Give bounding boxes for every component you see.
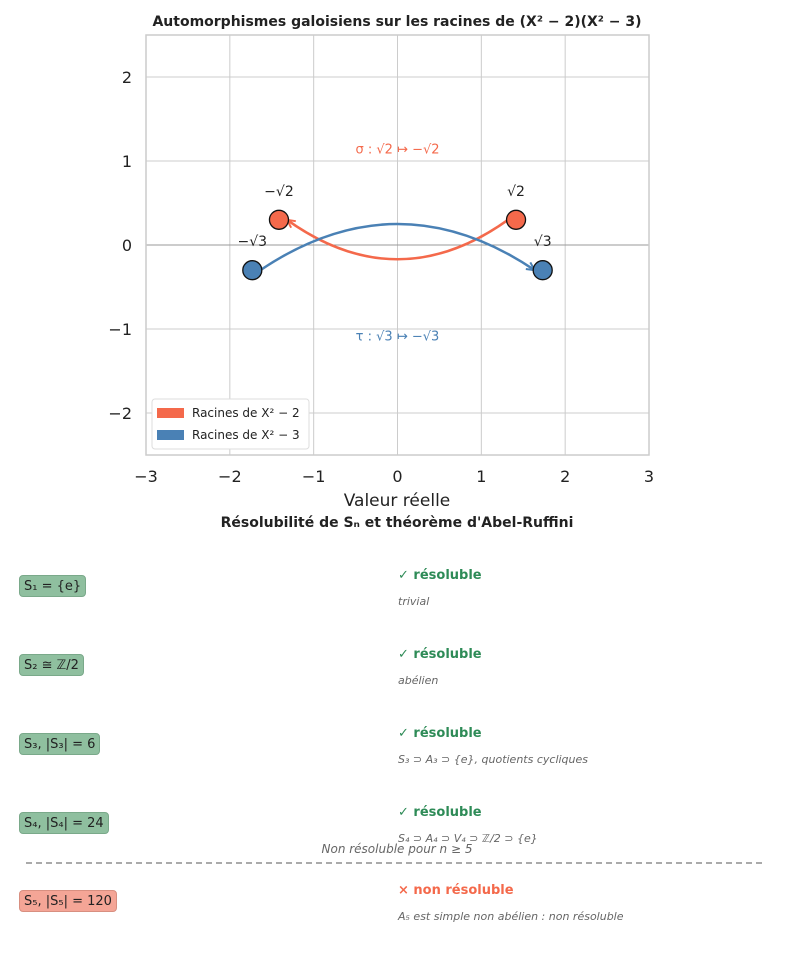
- legend-swatch: [157, 430, 184, 440]
- y-tick-label: −2: [108, 404, 132, 423]
- status-label: × non résoluble: [398, 883, 514, 898]
- group-badge: S₁ = {e}: [19, 575, 86, 597]
- note-label: abélien: [398, 674, 439, 687]
- solvability-title: Résolubilité de Sₙ et théorème d'Abel-Ruffini: [220, 515, 574, 531]
- root-point: [533, 261, 552, 280]
- root-label: √3: [533, 234, 552, 251]
- group-badge: S₃, |S₃| = 6: [19, 733, 100, 755]
- note-label: trivial: [398, 595, 430, 608]
- group-row: [0, 877, 794, 937]
- plot-area: [108, 35, 654, 486]
- x-axis-label: Valeur réelle: [343, 491, 451, 510]
- y-tick-label: 0: [121, 236, 132, 255]
- group-row: [0, 641, 794, 701]
- group-row: [0, 720, 794, 780]
- x-tick-label: 0: [392, 467, 403, 486]
- y-tick-label: 1: [121, 152, 132, 171]
- root-point: [507, 210, 526, 229]
- x-tick-label: 2: [560, 467, 571, 486]
- group-badge: S₄, |S₄| = 24: [19, 812, 109, 834]
- root-point: [243, 261, 262, 280]
- x-tick-label: −2: [218, 467, 242, 486]
- separator-line: [26, 862, 762, 864]
- x-tick-label: −3: [134, 467, 158, 486]
- group-badge: S₂ ≅ ℤ/2: [19, 654, 84, 676]
- status-label: ✓ résoluble: [398, 568, 482, 583]
- root-point: [269, 210, 288, 229]
- note-label: S₄ ⊃ A₄ ⊃ V₄ ⊃ ℤ/2 ⊃ {e}: [398, 832, 538, 845]
- root-label: −√3: [237, 234, 268, 251]
- sigma-label: σ : √2 ↦ −√2: [355, 142, 440, 158]
- status-label: ✓ résoluble: [398, 726, 482, 741]
- legend-swatch: [157, 408, 184, 418]
- x-tick-label: −1: [301, 467, 326, 486]
- group-badge: S₅, |S₅| = 120: [19, 890, 117, 912]
- x-tick-label: 3: [643, 467, 655, 486]
- tau-label: τ : √3 ↦ −√3: [355, 329, 440, 345]
- chart-title: Automorphismes galoisiens sur les racines de (X² − 2)(X² − 3): [152, 14, 642, 30]
- y-tick-label: −1: [108, 320, 132, 339]
- note-label: S₃ ⊃ A₃ ⊃ {e}, quotients cycliques: [398, 753, 589, 766]
- status-label: ✓ résoluble: [398, 805, 482, 820]
- status-label: ✓ résoluble: [398, 647, 482, 662]
- legend-entry: Racines de X² − 3: [192, 428, 300, 442]
- root-label: −√2: [264, 183, 294, 200]
- separator-label: Non résoluble pour n ≥ 5: [321, 842, 473, 856]
- root-label: √2: [507, 183, 525, 200]
- y-tick-label: 2: [121, 68, 132, 87]
- legend-entry: Racines de X² − 2: [192, 406, 300, 420]
- note-label: A₅ est simple non abélien : non résoluble: [398, 910, 624, 923]
- x-tick-label: 1: [476, 467, 487, 486]
- group-row: [0, 562, 794, 622]
